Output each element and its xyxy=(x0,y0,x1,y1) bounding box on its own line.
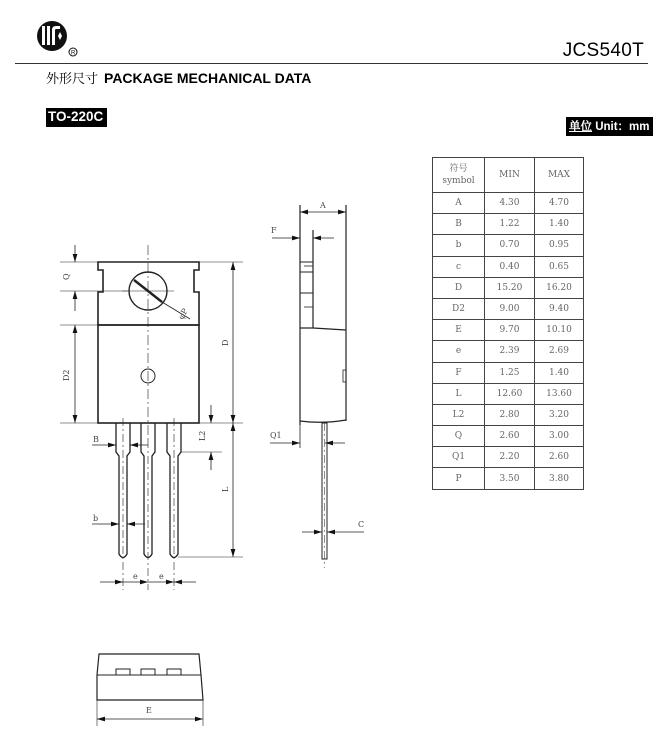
cell-max: 3.20 xyxy=(535,404,584,425)
registered-mark: R xyxy=(71,50,76,57)
unit-label-cn: 单位 xyxy=(569,119,592,133)
cell-min: 2.39 xyxy=(485,341,535,362)
label-e2: e xyxy=(159,572,164,581)
unit-label-en: Unit：mm xyxy=(595,121,650,133)
cell-symbol: Q1 xyxy=(433,447,485,468)
header-min: MIN xyxy=(485,158,535,193)
cell-min: 1.22 xyxy=(485,214,535,235)
table-row xyxy=(433,320,584,341)
cell-max: 16.20 xyxy=(535,277,584,298)
cell-symbol: c xyxy=(433,256,485,277)
cell-max: 3.00 xyxy=(535,426,584,447)
header-symbol-cn: 符号 xyxy=(449,164,468,174)
cell-symbol: D2 xyxy=(433,298,485,319)
cell-min: 0.40 xyxy=(485,256,535,277)
cell-symbol: P xyxy=(433,468,485,489)
cell-max: 1.40 xyxy=(535,214,584,235)
table-row xyxy=(433,468,584,489)
cell-min: 2.20 xyxy=(485,447,535,468)
section-title-en: PACKAGE MECHANICAL DATA xyxy=(104,70,312,86)
cell-symbol: e xyxy=(433,341,485,362)
package-name-badge: TO-220C xyxy=(46,108,107,127)
label-L: L xyxy=(221,486,230,492)
cell-symbol: Q xyxy=(433,426,485,447)
table-row xyxy=(433,277,584,298)
part-number: JCS540T xyxy=(562,40,644,61)
dimension-table xyxy=(432,157,584,490)
label-L2: L2 xyxy=(198,430,207,441)
header-symbol-en: symbol xyxy=(442,176,475,186)
cell-max: 13.60 xyxy=(535,383,584,404)
cell-symbol: b xyxy=(433,235,485,256)
table-row xyxy=(433,362,584,383)
cell-max: 9.40 xyxy=(535,298,584,319)
table-row xyxy=(433,404,584,425)
cell-min: 0.70 xyxy=(485,235,535,256)
table-row xyxy=(433,256,584,277)
cell-max: 0.65 xyxy=(535,256,584,277)
cell-max: 0.95 xyxy=(535,235,584,256)
cell-max: 3.80 xyxy=(535,468,584,489)
cell-symbol: D xyxy=(433,277,485,298)
cell-symbol: L2 xyxy=(433,404,485,425)
label-Q1: Q1 xyxy=(270,431,282,440)
section-title-cn: 外形尺寸 xyxy=(46,72,99,87)
cell-max: 4.70 xyxy=(535,193,584,214)
table-row xyxy=(433,214,584,235)
label-A: A xyxy=(320,201,326,210)
cell-min: 4.30 xyxy=(485,193,535,214)
cell-min: 15.20 xyxy=(485,277,535,298)
side-view xyxy=(270,205,364,568)
bottom-view xyxy=(97,654,203,726)
label-E: E xyxy=(146,706,152,715)
cell-min: 2.80 xyxy=(485,404,535,425)
cell-symbol: A xyxy=(433,193,485,214)
cell-max: 2.60 xyxy=(535,447,584,468)
label-e1: e xyxy=(133,572,138,581)
label-Q: Q xyxy=(62,273,71,280)
label-D: D xyxy=(221,339,230,346)
cell-symbol: L xyxy=(433,383,485,404)
label-F: F xyxy=(271,226,277,235)
cell-min: 2.60 xyxy=(485,426,535,447)
label-P: φP xyxy=(176,306,190,321)
cell-min: 9.70 xyxy=(485,320,535,341)
label-D2: D2 xyxy=(62,369,71,381)
table-row xyxy=(433,383,584,404)
cell-min: 9.00 xyxy=(485,298,535,319)
cell-max: 10.10 xyxy=(535,320,584,341)
table-header-row xyxy=(433,158,584,193)
cell-min: 1.25 xyxy=(485,362,535,383)
header-max: MAX xyxy=(535,158,584,193)
table-row xyxy=(433,447,584,468)
header-symbol xyxy=(433,158,485,193)
label-b: b xyxy=(93,514,99,523)
table-row xyxy=(433,298,584,319)
cell-symbol: E xyxy=(433,320,485,341)
cell-max: 1.40 xyxy=(535,362,584,383)
table-row xyxy=(433,235,584,256)
label-C: C xyxy=(358,520,365,529)
cell-symbol: F xyxy=(433,362,485,383)
table-row xyxy=(433,193,584,214)
cell-min: 12.60 xyxy=(485,383,535,404)
front-view xyxy=(60,245,243,590)
cell-symbol: B xyxy=(433,214,485,235)
table-row xyxy=(433,341,584,362)
cell-min: 3.50 xyxy=(485,468,535,489)
cell-max: 2.69 xyxy=(535,341,584,362)
table-row xyxy=(433,426,584,447)
label-B: B xyxy=(93,435,99,444)
